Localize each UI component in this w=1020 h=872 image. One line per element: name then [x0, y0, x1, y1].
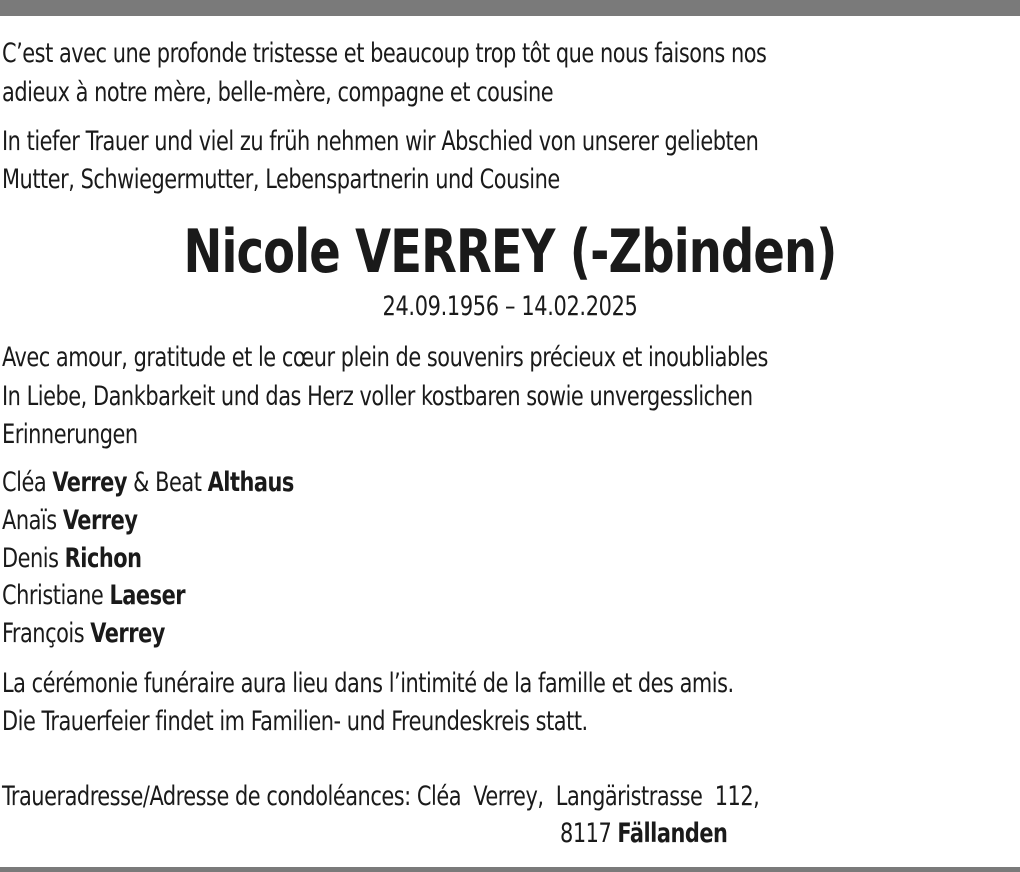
last-name: Richon — [64, 543, 142, 574]
ceremony-de: Die Trauerfeier findet im Familien- und Freundeskreis statt. — [2, 706, 588, 737]
last-name: Verrey — [52, 467, 127, 498]
last-name: Verrey — [90, 618, 165, 649]
address-line-2 — [560, 820, 727, 847]
last-name: Althaus — [207, 467, 294, 498]
family-member — [2, 620, 165, 647]
intro-fr-line-2: adieux à notre mère, belle-mère, compagne et cousine — [2, 77, 554, 108]
deceased-name: Nicole VERREY (-Zbinden) — [183, 217, 837, 287]
intro-de-line-2: Mutter, Schwiegermutter, Lebenspartnerin und Cousine — [2, 164, 560, 195]
first-name: François — [2, 618, 85, 649]
last-name: Laeser — [109, 580, 186, 611]
last-name: Verrey — [62, 505, 138, 536]
first-name: Denis — [2, 543, 59, 574]
address-postcode: 8117 — [560, 818, 612, 849]
first-name: Cléa — [2, 467, 47, 498]
family-member — [2, 545, 142, 572]
intro-de-line-1: In tiefer Trauer und viel zu früh nehmen wir Abschied von unserer geliebten — [2, 126, 759, 157]
connector: & Beat — [133, 467, 202, 498]
address-label: Traueradresse/Adresse de condoléances: — [2, 781, 411, 812]
address-line-1 — [2, 783, 759, 810]
dedication-de-line-1: In Liebe, Dankbarkeit und das Herz voller kostbaren sowie unvergesslichen — [2, 381, 753, 412]
deceased-dates: 24.09.1956 – 14.02.2025 — [382, 291, 638, 322]
family-member — [2, 469, 294, 496]
address-street: Cléa Verrey, Langäristrasse 112, — [416, 781, 760, 812]
first-name: Anaïs — [2, 505, 57, 536]
intro-fr-line-1: C’est avec une profonde tristesse et beaucoup trop tôt que nous faisons nos — [2, 38, 767, 69]
address-city: Fällanden — [617, 818, 728, 849]
ceremony-fr: La cérémonie funéraire aura lieu dans l’intimité de la famille et des amis. — [2, 668, 734, 699]
family-member — [2, 507, 137, 534]
top-rule — [0, 0, 1020, 16]
first-name: Christiane — [2, 580, 104, 611]
family-member — [2, 582, 185, 609]
dedication-fr: Avec amour, gratitude et le cœur plein de souvenirs précieux et inoubliables — [2, 342, 768, 373]
bottom-rule — [0, 867, 1020, 872]
dedication-de-line-2: Erinnerungen — [2, 419, 138, 450]
